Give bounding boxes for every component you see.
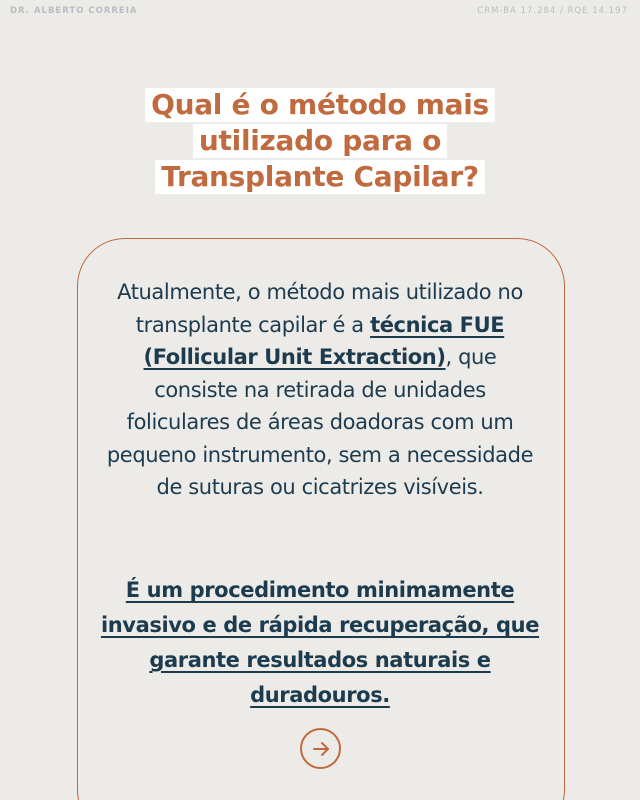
body-paragraph xyxy=(100,276,540,504)
body-highlight: técnica FUE (Follicular Unit Extraction) xyxy=(143,312,505,369)
body-text-part2: , que consiste na retirada de unidades foliculares de áreas doadoras com um pequeno instrumento, sem a necessidade de suturas ou cicatrizes visíveis. xyxy=(106,345,534,499)
emphasis-text: É um procedimento minimamente invasivo e de rápida recuperação, que garante resultados naturais e duradouros. xyxy=(100,578,540,707)
title-line-3: Transplante Capilar? xyxy=(155,160,485,194)
title-line-1: Qual é o método mais xyxy=(145,88,495,122)
body-text-part1: Atualmente, o método mais utilizado no transplante capilar é a xyxy=(117,280,523,337)
next-button[interactable] xyxy=(300,728,341,769)
arrow-right-icon xyxy=(310,738,332,760)
author-name: DR. ALBERTO CORREIA xyxy=(10,6,138,16)
page-title xyxy=(0,88,640,196)
registration-number: CRM-BA 17.284 / RQE 14.197 xyxy=(477,6,628,16)
emphasis-paragraph xyxy=(100,573,540,713)
top-bar xyxy=(10,6,628,16)
title-line-2: utilizado para o xyxy=(193,124,447,158)
